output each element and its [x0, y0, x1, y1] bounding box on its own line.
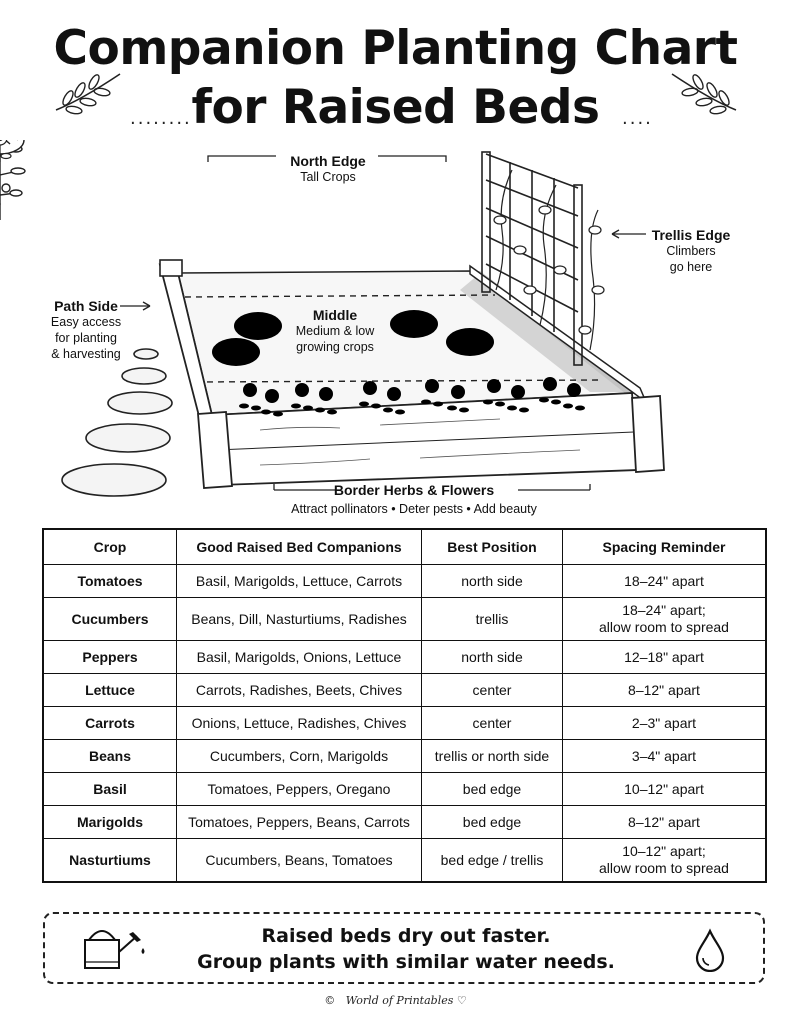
middle-label: Middle Medium & low growing crops — [295, 307, 375, 354]
position-cell: trellis — [422, 598, 563, 641]
companions-cell: Carrots, Radishes, Beets, Chives — [177, 674, 422, 707]
table-row — [43, 707, 766, 740]
position-cell: north side — [422, 641, 563, 674]
spacing-text: 18–24" apart — [624, 572, 704, 589]
crop-cell: Basil — [43, 773, 177, 806]
border-herbs-label: Border Herbs & Flowers Attract pollinators • Deter pests • Add beauty — [291, 482, 537, 516]
table-row — [43, 565, 766, 598]
brand-name: World of Printables — [345, 994, 454, 1007]
companions-cell: Beans, Dill, Nasturtiums, Radishes — [177, 598, 422, 641]
crop-cell: Tomatoes — [43, 565, 177, 598]
companion-table — [42, 528, 767, 883]
col-header-position: Best Position — [422, 529, 563, 565]
spacing-cell — [563, 707, 767, 740]
crop-cell: Beans — [43, 740, 177, 773]
table-row — [43, 641, 766, 674]
water-drop-icon — [693, 928, 727, 972]
crop-cell: Cucumbers — [43, 598, 177, 641]
spacing-cell — [563, 565, 767, 598]
title-dots-right: .... — [622, 108, 653, 129]
left-leaf-sprig-icon — [52, 68, 124, 116]
companions-cell: Tomatoes, Peppers, Beans, Carrots — [177, 806, 422, 839]
spacing-cell — [563, 773, 767, 806]
position-cell: north side — [422, 565, 563, 598]
spacing-note: allow room to spread — [599, 619, 729, 635]
title-dots-left: ........ — [130, 108, 192, 129]
col-header-companions: Good Raised Bed Companions — [177, 529, 422, 565]
spacing-cell — [563, 740, 767, 773]
position-cell: bed edge / trellis — [422, 839, 563, 883]
table-row — [43, 839, 766, 883]
watering-tip-box — [43, 912, 765, 984]
companions-cell: Onions, Lettuce, Radishes, Chives — [177, 707, 422, 740]
position-cell: center — [422, 707, 563, 740]
companions-cell: Basil, Marigolds, Onions, Lettuce — [177, 641, 422, 674]
right-leaf-sprig-icon — [668, 68, 740, 116]
path-side-label: Path Side Easy access for planting & harvesting — [50, 298, 122, 361]
companions-cell: Cucumbers, Beans, Tomatoes — [177, 839, 422, 883]
spacing-text: 8–12" apart — [628, 813, 700, 830]
table-row — [43, 740, 766, 773]
spacing-text: 10–12" apart; — [622, 843, 706, 859]
spacing-cell — [563, 674, 767, 707]
position-cell: bed edge — [422, 806, 563, 839]
spacing-cell — [563, 839, 767, 883]
crop-cell: Nasturtiums — [43, 839, 177, 883]
watering-tip-text: Raised beds dry out faster. Group plants with similar water needs. — [197, 925, 615, 973]
companions-cell: Tomatoes, Peppers, Oregano — [177, 773, 422, 806]
spacing-cell — [563, 641, 767, 674]
spacing-cell — [563, 598, 767, 641]
page-title-line2: for Raised Beds — [191, 80, 600, 135]
trellis-edge-label: Trellis Edge Climbers go here — [651, 227, 731, 274]
position-cell: bed edge — [422, 773, 563, 806]
spacing-text: 18–24" apart; — [622, 602, 706, 618]
spacing-text: 3–4" apart — [631, 747, 697, 764]
col-header-crop: Crop — [43, 529, 177, 565]
companions-cell: Basil, Marigolds, Lettuce, Carrots — [177, 565, 422, 598]
crop-cell: Peppers — [43, 641, 177, 674]
copyright-symbol: © — [324, 994, 336, 1007]
page-title-line1: Companion Planting Chart — [53, 21, 738, 76]
north-edge-label: North Edge Tall Crops — [290, 153, 366, 184]
table-row — [43, 674, 766, 707]
companions-cell: Cucumbers, Corn, Marigolds — [177, 740, 422, 773]
crop-cell: Marigolds — [43, 806, 177, 839]
footer-credit — [0, 994, 791, 1007]
crop-cell: Carrots — [43, 707, 177, 740]
col-header-spacing: Spacing Reminder — [563, 529, 767, 565]
table-row — [43, 806, 766, 839]
position-cell: center — [422, 674, 563, 707]
crop-cell: Lettuce — [43, 674, 177, 707]
spacing-text: 2–3" apart — [631, 714, 697, 731]
heart-icon: ♡ — [456, 994, 467, 1007]
table-header-row — [43, 529, 766, 565]
stepping-stones — [62, 349, 172, 496]
spacing-note: allow room to spread — [599, 860, 729, 876]
spacing-text: 8–12" apart — [628, 681, 700, 698]
table-row — [43, 598, 766, 641]
position-cell: trellis or north side — [422, 740, 563, 773]
table-row — [43, 773, 766, 806]
spacing-cell — [563, 806, 767, 839]
spacing-text: 10–12" apart — [624, 780, 704, 797]
spacing-text: 12–18" apart — [624, 648, 704, 665]
